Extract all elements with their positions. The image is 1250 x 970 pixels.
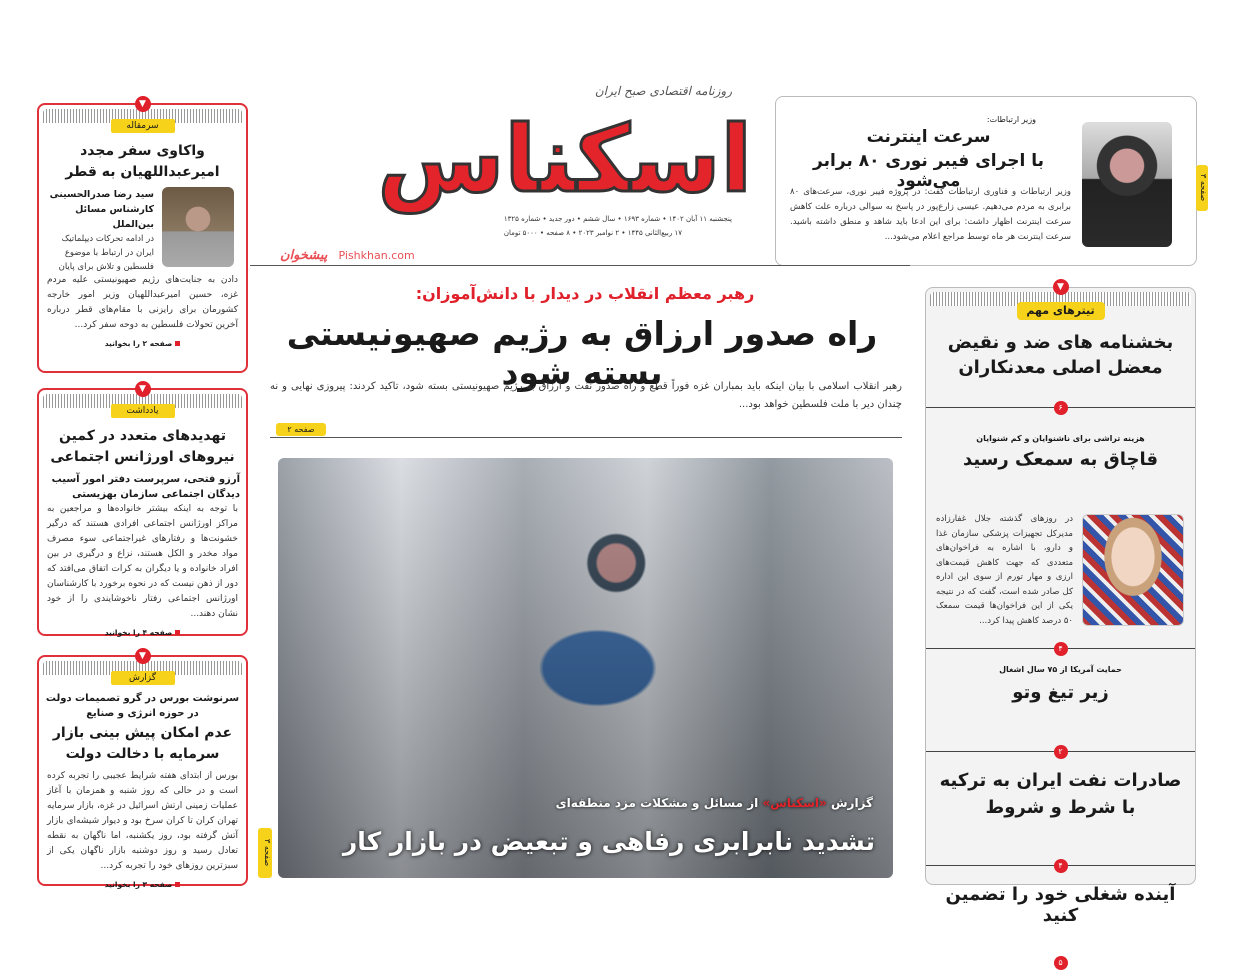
headline: بخشنامه های ضد و نقیض: [947, 332, 1174, 353]
page-tab[interactable]: صفحه ۲: [276, 423, 326, 436]
headline: با شرط و شروط: [985, 797, 1136, 818]
story-kicker: گزارش «اسکناس» از مسائل و مشکلات مزد منطقه‌ای: [555, 796, 873, 810]
headline[interactable]: سرعت اینترنت: [866, 127, 991, 147]
section-tag: گزارش: [111, 671, 175, 685]
divider: [250, 265, 910, 266]
body-text: وزیر ارتباطات و فناوری ارتباطات گفت: در پروژه فیبر نوری، سرعت‌های ۸۰ برابری به مردم می‌دهیم. عیسی زارع‌پور در پاسخ به سوالی درباره علت کاهش سرعت اینترنت اظهار داشت: برای این ادعا باید شاهد و منطق داشته باشید. سرعت اینترنت هر ماه توسط مراجع اعلام می‌شود...: [790, 187, 1071, 242]
headline: معضل اصلی معدنکاران: [958, 357, 1163, 378]
page-number: ۵: [1054, 956, 1068, 970]
author-photo: [162, 187, 234, 267]
headlines-panel: [925, 282, 1196, 967]
masthead: [272, 84, 752, 242]
body-text: در روزهای گذشته جلال غفارزاده مدیرکل تجهیزات پزشکی سازمان غذا و دارو، با اشاره به فراخوان‌های متعددی که جهت کاهش قیمت‌های ارزی و مهار تورم از سوی این اداره کل صادر شده است، گفت که در نتیجه یکی از این فراخوان‌ها قیمت سمعک ۵۰ درصد کاهش پیدا کرد...: [936, 514, 1073, 626]
lead-kicker: رهبر معظم انقلاب در دیدار با دانش‌آموزان:: [415, 284, 755, 303]
arrow-down-icon: ▼: [135, 648, 151, 664]
body-text: در ادامه تحرکات دیپلماتیک ایران در ارتباط با موضوع فلسطین و تلاش برای پایان: [58, 234, 154, 272]
author-role: کارشناس مسائل بین‌الملل: [75, 204, 154, 230]
arrow-down-icon: ▼: [135, 96, 151, 112]
lead-headline[interactable]: راه صدور ارزاق به رژیم صهیونیستی بسته شود: [286, 314, 878, 392]
headline-item[interactable]: [926, 770, 1195, 870]
watermark: پیشخوان Pishkhan.com: [280, 248, 415, 263]
top-story-box[interactable]: [775, 96, 1208, 266]
page-tab[interactable]: صفحه ۳: [1196, 165, 1208, 211]
page-number: ۶: [1054, 401, 1068, 415]
pre-title: سرنوشت بورس در گرو تصمیمات دولت: [45, 693, 240, 704]
arrow-down-icon: ▼: [1053, 279, 1069, 295]
logo: اسکناس: [377, 106, 752, 213]
body-text: بورس از ابتدای هفته شرایط عجیبی را تجربه کرده است و در حالی که روز شنبه و همزمان با آغاز عملیات زمینی ارتش اسرائیل در غزه، بازار سرمایه تهران کران تا کران سرخ بود و دیوار شیشه‌ای بازار آتش گرفته بود، روز یکشنبه، اما ناگهان به نقطه تعادل رسید و روز دوشنبه بازار ناگهان یکی از سبزترین روزهای خود را تجربه کرد...: [47, 771, 238, 871]
read-more-link[interactable]: صفحه ۲ را بخوانید: [39, 339, 246, 348]
section-tag: یادداشت: [111, 404, 175, 418]
headline: زیر تیغ وتو: [1012, 682, 1109, 703]
headline-item[interactable]: [926, 884, 1195, 967]
headline-item[interactable]: [926, 434, 1195, 653]
note-box[interactable]: [37, 384, 248, 637]
page-number: ۲: [1054, 745, 1068, 759]
tagline: روزنامه اقتصادی صبح ایران: [594, 84, 732, 98]
headline: قاچاق به سمعک رسید: [962, 449, 1158, 470]
date-line: پنجشنبه ۱۱ آبان ۱۴۰۲ • شماره ۱۶۹۳ • سال ششم • دور جدید • شماره ۱۳۲۵: [503, 215, 732, 223]
kicker: حمایت آمریکا از ۷۵ سال اشغال: [999, 665, 1122, 674]
headline-item[interactable]: [926, 665, 1195, 756]
kicker: وزیر ارتباطات:: [986, 115, 1036, 124]
kicker: هزینه تراشی برای ناشنوایان و کم شنوایان: [976, 434, 1145, 443]
pre-title: در حوزه انرژی و صنایع: [86, 708, 199, 719]
arrow-down-icon: ▼: [135, 381, 151, 397]
headline[interactable]: عدم امکان پیش بینی بازار سرمایه با دخالت دولت: [52, 725, 233, 762]
baby-photo: [1082, 514, 1184, 626]
page-tab[interactable]: صفحه ۳: [258, 828, 272, 878]
read-more-link[interactable]: صفحه ۴ را بخوانید: [39, 628, 246, 637]
author: آرزو فتحی، سرپرست دفتر امور آسیب دیدگان اجتماعی سازمان بهزیستی: [51, 474, 240, 500]
page-number: ۴: [1054, 642, 1068, 656]
section-tag: تیترهای مهم: [1017, 302, 1105, 320]
headline-item[interactable]: [926, 302, 1195, 412]
date-line: ۱۷ ربیع‌الثانی ۱۴۴۵ • ۲ نوامبر ۲۰۲۳ • ۸ صفحه • ۵۰۰۰ تومان: [503, 229, 682, 237]
author-name: سید رضا صدرالحسینی: [49, 189, 154, 200]
section-tag: سرمقاله: [111, 119, 175, 133]
editorial-box[interactable]: [37, 99, 248, 373]
divider: [270, 437, 902, 438]
page-number: ۴: [1054, 859, 1068, 873]
headline[interactable]: واکاوی سفر مجدد امیرعبداللهیان به قطر: [65, 143, 220, 180]
headline[interactable]: با اجرای فیبر نوری ۸۰ برابر می‌شود: [813, 151, 1044, 191]
story-headline[interactable]: تشدید نابرابری رفاهی و تبعیض در بازار کار: [342, 827, 875, 856]
minister-photo: [1082, 122, 1172, 247]
factory-photo[interactable]: [278, 458, 893, 878]
headline[interactable]: تهدیدهای متعدد در کمین نیروهای اورژانس اجتماعی: [50, 428, 235, 465]
lead-body: رهبر انقلاب اسلامی با بیان اینکه باید بمباران غزه فوراً قطع و راه صدور نفت و ارزاق به رژیم صهیونیستی بسته شود، تاکید کردند: پیروزی نهایی و نه چندان دیر با ملت فلسطین خواهد بود...: [270, 381, 902, 410]
read-more-link[interactable]: صفحه ۳ را بخوانید: [39, 880, 246, 889]
report-box[interactable]: [37, 651, 248, 889]
headline: صادرات نفت ایران به ترکیه: [939, 770, 1182, 791]
headline: آینده شغلی خود را تضمین کنید: [945, 884, 1176, 926]
body-text: با توجه به اینکه بیشتر خانواده‌ها و مراجعین به مراکز اورژانس اجتماعی افرادی هستند که درگیر خشونت‌ها و رفتارهای غیراجتماعی سوء مصرف مواد مخدر و الکل هستند، نزاع و درگیری در بین افراد خانواده و یا دیگران به کرات اتفاق می‌افتد که دور از ذهن نیست که در نحوه برخورد با کارشناسان اورژانس اجتماعی رفتار ناخوشایندی را از خود نشان دهند...: [47, 504, 238, 619]
body-text: دادن به جنایت‌های رژیم صهیونیستی علیه مردم غزه، حسین امیرعبداللهیان وزیر امور خارجه کشورمان برای رایزنی با مقام‌های قطر درباره آخرین تحولات فلسطین به دوحه سفر کرد...: [47, 275, 238, 330]
